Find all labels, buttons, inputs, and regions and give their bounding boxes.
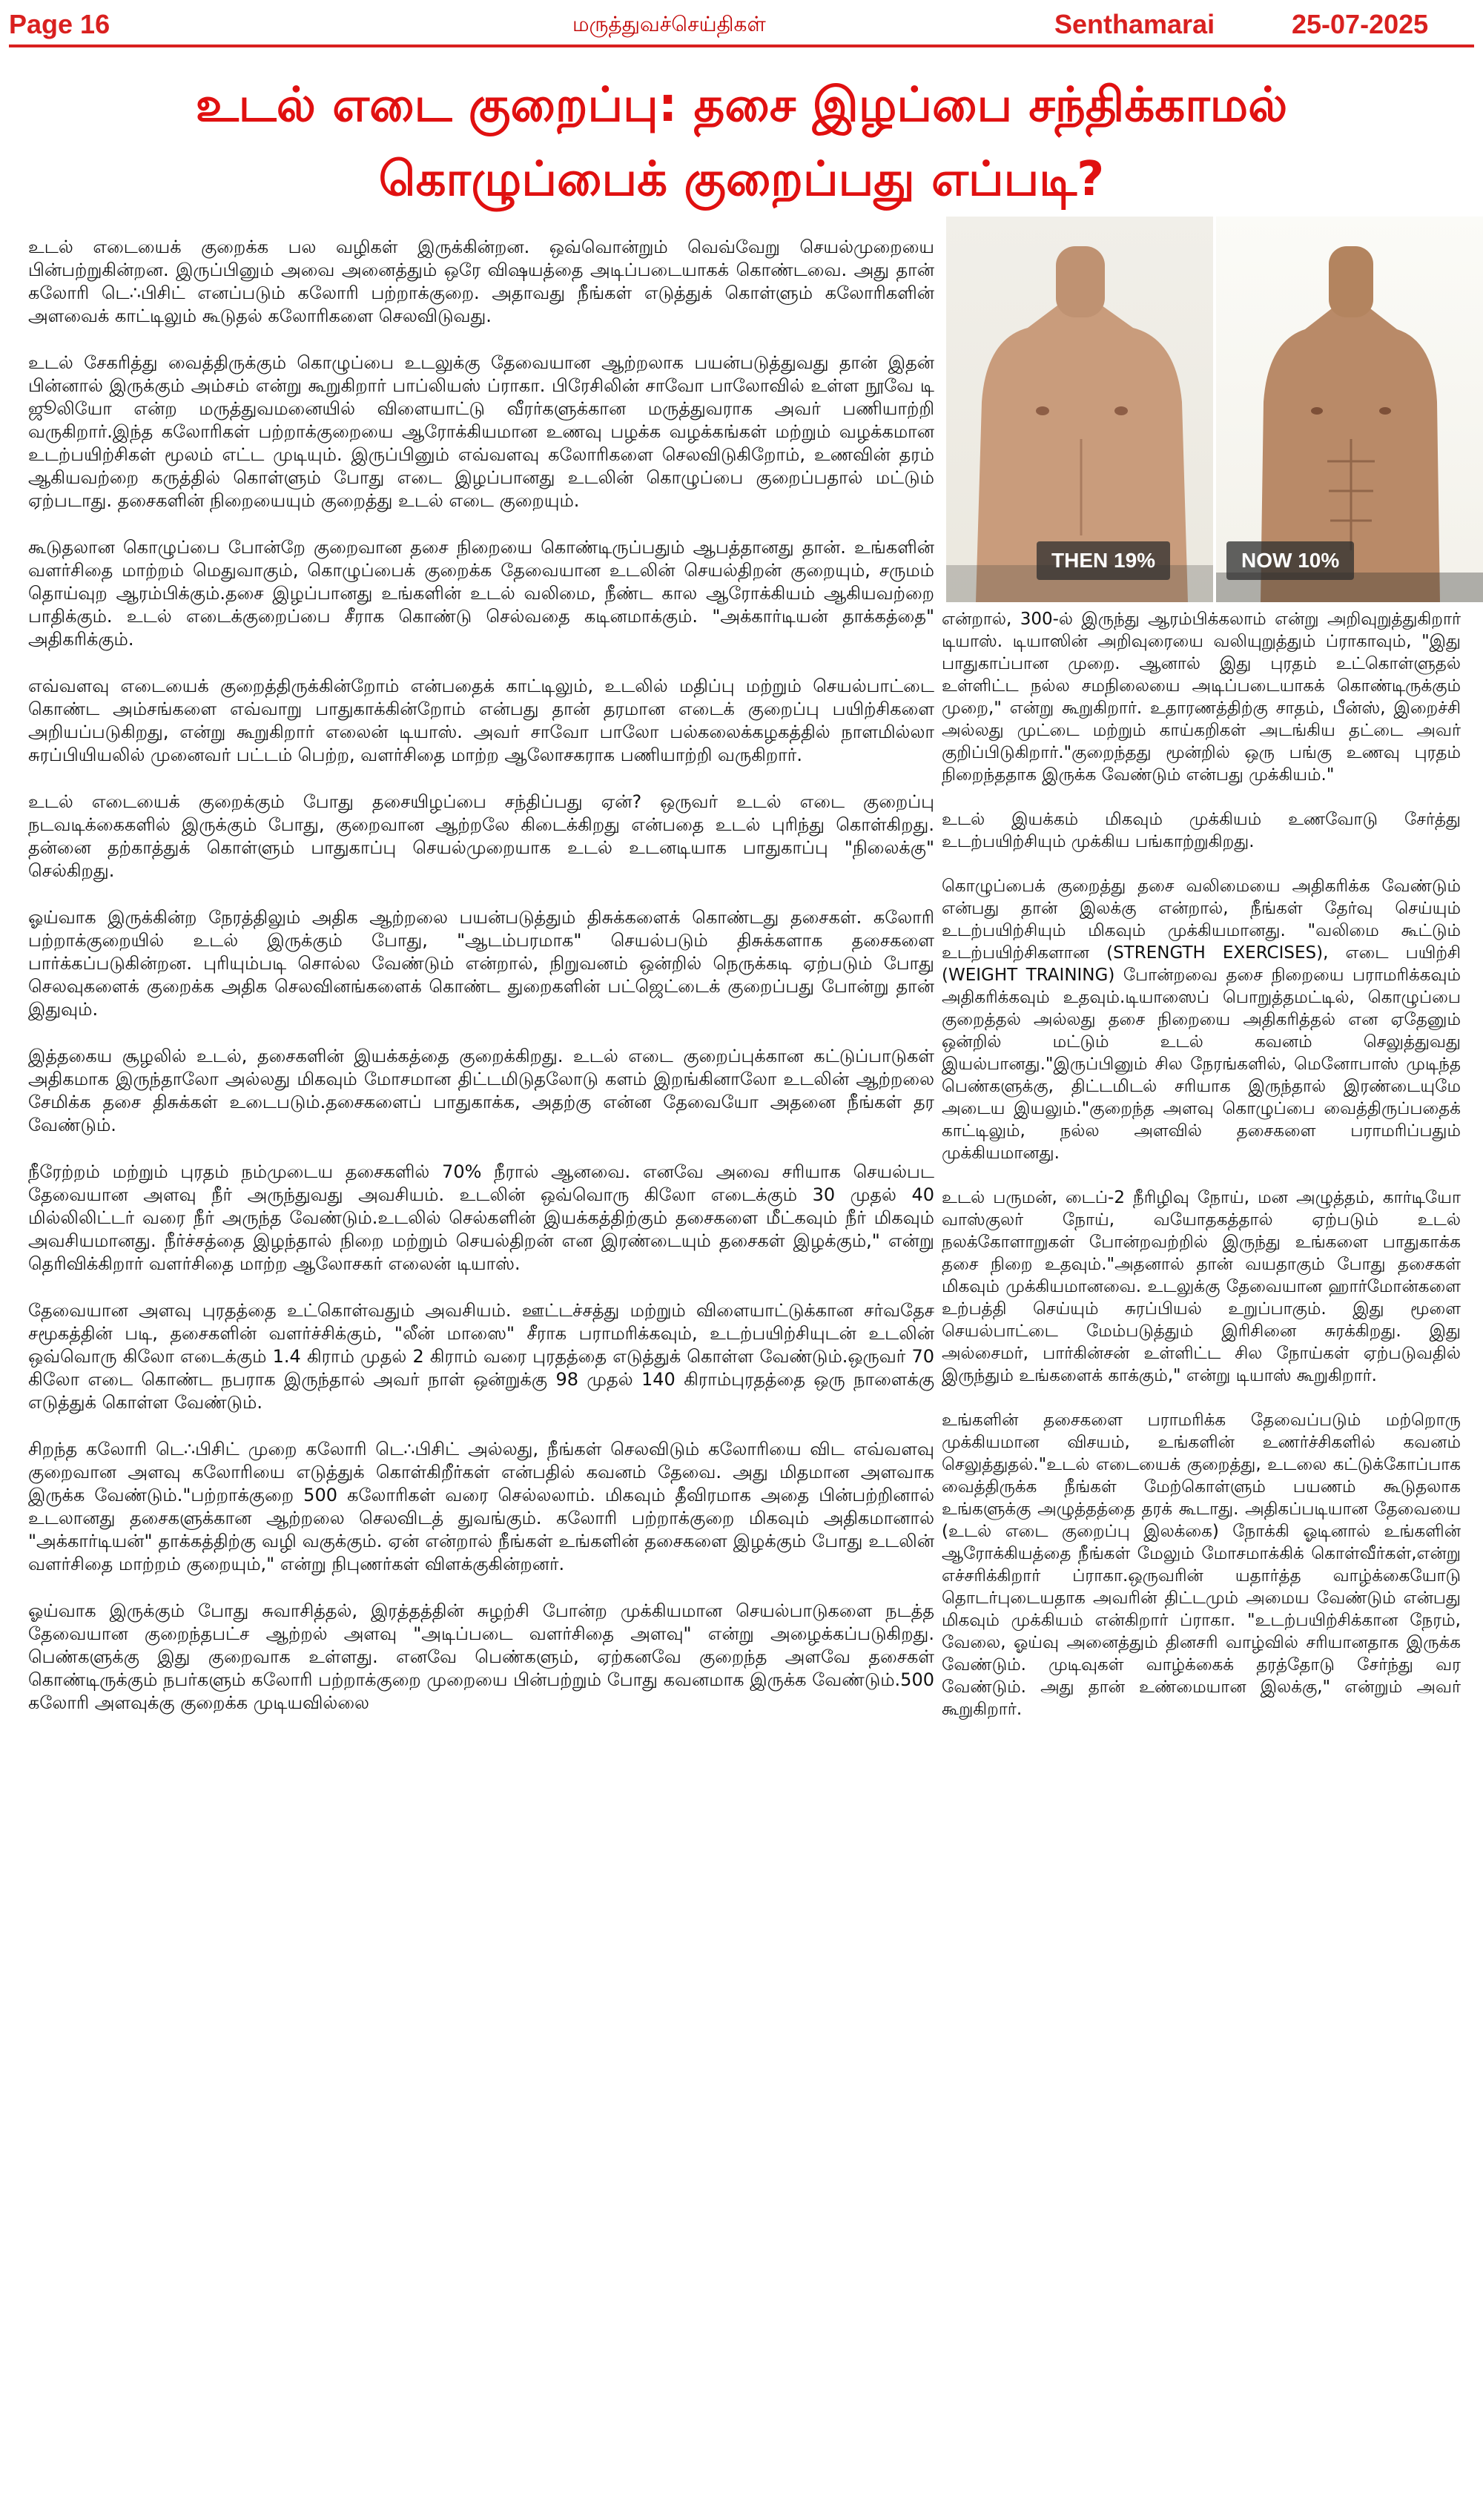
now-label: NOW 10% (1226, 541, 1354, 580)
article-paragraph: ஓய்வாக இருக்கின்ற நேரத்திலும் அதிக ஆற்றலை பயன்படுத்தும் திசுக்களைக் கொண்டது தசைகள். கலோரி பற்றாக்குறையில் உடல் இருக்கும் போது, "ஆடம்பரமாக" செயல்படும் திசுக்களாக தசைகளை பார்க்கப்படுகின்றன. புரியும்படி சொல்ல வேண்டும் என்றால், நிறுவனம் ஒன்றில் நெருக்கடி ஏற்படும் போது செலவுகளைக் குறைக்க அதிக செலவினங்களைக் கொண்ட துறைகளின் பட்ஜெட்டைக் குறைப்பது போன்று தான் இதுவும். (28, 907, 934, 1020)
article-paragraph: எவ்வளவு எடையைக் குறைத்திருக்கின்றோம் என்பதைக் காட்டிலும், உடலில் மதிப்பு மற்றும் செயல்பாட்டை கொண்ட அம்சங்களை எவ்வாறு பாதுகாக்கின்றோம் என்பது தான் தரமான எடைக் குறைப்பு பயிற்சிகளை அறியப்படுகிறது, என்று கூறுகிறார் எலைன் டியாஸ். அவர் சாவோ பாலோ பல்கலைக்கழகத்தில் நாளமில்லா சுரப்பியியலில் முனைவர் பட்டம் பெற்ற, வளர்சிதை மாற்ற ஆலோசகராக பணியாற்றி வருகிறார். (28, 676, 934, 765)
article-paragraph: உடல் சேகரித்து வைத்திருக்கும் கொழுப்பை உடலுக்கு தேவையான ஆற்றலாக பயன்படுத்துவது தான் இதன் பின்னால் இருக்கும் அம்சம் என்று கூறுகிறார் பாப்லியஸ் ப்ராகா. பிரேசிலின் சாவோ பாலோவில் உள்ள நூவே டி ஜூலியோ என்ற மருத்துவமனையில் விளையாட்டு வீரர்களுக்கான மருத்துவராக அவர் பணியாற்றி வருகிறார்.இந்த கலோரிகள் பற்றாக்குறையை ஆரோக்கியமான உணவு பழக்க வழக்கங்கள் மற்றும் வழக்கமான உடற்பயிற்சிகள் மூலம் எட்ட முடியும். இருப்பினும் எவ்வளவு கலோரிகளை செலவிடுகிறோம், உணவின் தரம் ஆகியவற்றை கருத்தில் கொள்ளும் போது எடை இழப்பானது உடலின் கொழுப்பை குறைப்பதால் மட்டும் ஏற்படாது. தசைகளின் நிறையையும் குறைத்து உடல் எடை குறையும். (28, 352, 934, 511)
article-paragraph: ஓய்வாக இருக்கும் போது சுவாசித்தல், இரத்தத்தின் சுழற்சி போன்ற முக்கியமான செயல்பாடுகளை நடத்த தேவையான குறைந்தபட்ச ஆற்றல் அளவு "அடிப்படை வளர்சிதை அளவு" என்று அழைக்கப்படுகிறது. பெண்களுக்கு இது குறைவாக உள்ளது. எனவே பெண்களும், ஏற்கனவே குறைந்த அளவே தசைகள் கொண்டிருக்கும் நபர்களும் கலோரி பற்றாக்குறை முறையை பின்பற்றும் போது கவனமாக இருக்க வேண்டும்.500 கலோரி அளவுக்கு குறைக்க முடியவில்லை (28, 1600, 934, 1713)
newspaper-name: Senthamarai (1054, 9, 1215, 39)
article-paragraph: உடல் எடையைக் குறைக்க பல வழிகள் இருக்கின்றன. ஒவ்வொன்றும் வெவ்வேறு செயல்முறையை பின்பற்றுகின்றன. இருப்பினும் அவை அனைத்தும் ஒரே விஷயத்தை அடிப்படையாகக் கொண்டவை. அது தான் கலோரி டெ∴பிசிட் எனப்படும் கலோரி பற்றாக்குறை. அதாவது நீங்கள் எடுத்துக் கொள்ளும் கலோரிகளின் அளவைக் காட்டிலும் கூடுதல் கலோரிகளை செலவிடுவது. (28, 237, 934, 326)
issue-date: 25-07-2025 (1292, 9, 1429, 39)
article-paragraph: நீரேற்றம் மற்றும் புரதம் நம்முடைய தசைகளில் 70% நீரால் ஆனவை. எனவே அவை சரியாக செயல்பட தேவையான அளவு நீர் அருந்துவது அவசியம். உடலின் ஒவ்வொரு கிலோ எடைக்கும் 30 முதல் 40 மில்லிலிட்டர் வரை நீர் அருந்த வேண்டும்.உடலில் செல்களின் இயக்கத்திற்கும் தசைகளை மீட்கவும் நீர் மிகவும் அவசியமானது. நீர்ச்சத்தை இழந்தால் நிறை மற்றும் செயல்திறன் என இரண்டையும் தசைகள் இழக்கும்," என்று தெரிவிக்கிறார் வளர்சிதை மாற்ற ஆலோசகர் எலைன் டியாஸ். (28, 1161, 934, 1274)
article-paragraph: உடல் பருமன், டைப்-2 நீரிழிவு நோய், மன அழுத்தம், கார்டியோ வாஸ்குலர் நோய், வயோதகத்தால் ஏற்படும் உடல் நலக்கோளாறுகள் போன்றவற்றில் இருந்து உங்களை பாதுகாக்க தசை நிறை உதவும்."அதனால் தான் வயதாகும் போது தசைகள் மிகவும் முக்கியமானவை. உடலுக்கு தேவையான ஹார்மோன்களை உற்பத்தி செய்யும் சுரப்பியல் உறுப்பாகும். இது மூளை செயல்பாட்டை மேம்படுத்தும் இரிசினை சுரக்கிறது. இது அல்சைமர், பார்கின்சன் உள்ளிட்ட சில நோய்கள் ஏற்படுவதில் இருந்தும் உங்களைக் காக்கும்," என்று டியாஸ் கூறுகிறார். (942, 1188, 1461, 1385)
page-number: Page 16 (9, 9, 110, 39)
article-paragraph: உங்களின் தசைகளை பராமரிக்க தேவைப்படும் மற்றொரு முக்கியமான விசயம், உங்களின் உணர்ச்சிகளில் கவனம் செலுத்துதல்."உடல் எடையைக் குறைத்து, உடலை கட்டுக்கோப்பாக வைத்திருக்க நீங்கள் மேற்கொள்ளும் பயணம் கூடுதலாக உங்களுக்கு அழுத்தத்தை தரக் கூடாது. அதிகப்படியான தேவையை (உடல் எடை குறைப்பு இலக்கை) நோக்கி ஓடினால் உங்களின் ஆரோக்கியத்தை நீங்கள் மேலும் மோசமாக்கிக் கொள்வீர்கள்,என்று எச்சரிக்கிறார் ப்ராகா.ஒருவரின் யதார்த்த வாழ்க்கையோடு தொடர்புடையதாக அவரின் திட்டமும் அமைய வேண்டும் என்பது மிகவும் முக்கியம் என்கிறார் ப்ராகா. "உடற்பயிற்சிக்கான நேரம், வேலை, ஓய்வு அனைத்தும் தினசரி வாழ்வில் சரியானதாக இருக்க வேண்டும். முடிவுகள் வாழ்க்கைக் தரத்தோடு சேர்ந்து வர வேண்டும். அது தான் உண்மையான இலக்கு," என்றும் அவர் கூறுகிறார். (942, 1411, 1461, 1719)
article-right-column (942, 608, 1461, 2507)
article-paragraph: தேவையான அளவு புரதத்தை உட்கொள்வதும் அவசியம். ஊட்டச்சத்து மற்றும் விளையாட்டுக்கான சர்வதேச சமூகத்தின் படி, தசைகளின் வளர்ச்சிக்கும், "லீன் மாஸை" சீராக பராமரிக்கவும், உடற்பயிற்சியுடன் உடலின் ஒவ்வொரு கிலோ எடைக்கும் 1.4 கிராம் முதல் 2 கிராம் வரை புரதத்தை எடுத்துக் கொள்ள வேண்டும்.ஒருவர் 70 கிலோ எடை கொண்ட நபராக இருந்தால் அவர் நாள் ஒன்றுக்கு 98 முதல் 140 கிராம்புரதத்தை ஒரு நாளைக்கு எடுத்துக் கொள்ள வேண்டும். (28, 1300, 934, 1413)
header-divider (9, 44, 1474, 47)
article-paragraph: கொழுப்பைக் குறைத்து தசை வலிமையை அதிகரிக்க வேண்டும் என்பது தான் இலக்கு என்றால், நீங்கள் தேர்வு செய்யும் உடற்பயிற்சியும் மிகவும் முக்கியமானது. "வலிமை கூட்டும் உடற்பயிற்சிகளான (STRENGTH EXERCISES), எடை பயிற்சி (WEIGHT TRAINING) போன்றவை தசை நிறையை பராமரிக்கவும் அதிகரிக்கவும் உதவும்.டியாஸைப் பொறுத்தமட்டில், கொழுப்பை குறைத்தல் அல்லது தசை நிறையை அதிகரித்தல் என ஏதேனும் ஒன்றில் மட்டும் உடல் கவனம் செலுத்துவது இயல்பானது."இருப்பினும் சில நேரங்களில், மெனோபாஸ் முடிந்த பெண்களுக்கு, திட்டமிடல் சரியாக இருந்தால் இரண்டையுமே அடைய இயலும்."குறைந்த அளவு கொழுப்பை வைத்திருப்பதைக் காட்டிலும், நல்ல அளவில் தசைகளை பராமரிப்பதும் முக்கியமானது. (942, 877, 1461, 1163)
headline (0, 68, 1483, 217)
article-paragraph: சிறந்த கலோரி டெ∴பிசிட் முறை கலோரி டெ∴பிசிட் அல்லது, நீங்கள் செலவிடும் கலோரியை விட எவ்வளவு குறைவான அளவு கலோரியை எடுத்துக் கொள்கிறீர்கள் என்பதில் கவனம் தேவை. அது மிதமான அளவாக இருக்க வேண்டும்."பற்றாக்குறை 500 கலோரிகள் வரை செல்லலாம். மிகவும் தீவிரமாக அதை பின்பற்றினால் உடலானது தசைகளுக்கான ஆற்றலை செலவிடத் துவங்கும். கலோரி பற்றாக்குறை மிகவும் அதிகமானால் "அக்கார்டியன்" தாக்கத்திற்கு வழி வகுக்கும். ஏன் என்றால் நீங்கள் உங்களின் தசைகளை இழக்கும் போது உடலின் வளர்சிதை மாற்றம் குறையும்," என்று நிபுணர்கள் விளக்குகின்றனர். (28, 1439, 934, 1574)
before-after-photo (946, 217, 1483, 602)
article-paragraph: உடல் இயக்கம் மிகவும் முக்கியம் உணவோடு சேர்த்து உடற்பயிற்சியும் முக்கிய பங்காற்றுகிறது. (942, 810, 1461, 851)
headline-line-1: உடல் எடை குறைப்பு: தசை இழப்பை சந்திக்காமல் (195, 78, 1288, 133)
section-name: மருத்துவச்செய்திகள் (572, 12, 766, 36)
article-left-column (28, 236, 934, 2505)
article-paragraph: உடல் எடையைக் குறைக்கும் போது தசையிழப்பை சந்திப்பது ஏன்? ஒருவர் உடல் எடை குறைப்பு நடவடிக்கைகளில் இருக்கும் போது, குறைவான ஆற்றலே கிடைக்கிறது என்பதை உடல் புரிந்து கொள்கிறது. தன்னை தற்காத்துக் கொள்ளும் பாதுகாப்பு செயல்முறையாக உடல் உடனடியாக பாதுகாப்பு "நிலைக்கு" செல்கிறது. (28, 791, 934, 881)
headline-line-2: கொழுப்பைக் குறைப்பது எப்படி? (378, 152, 1105, 207)
article-paragraph: கூடுதலான கொழுப்பை போன்றே குறைவான தசை நிறையை கொண்டிருப்பதும் ஆபத்தானது தான். உங்களின் வளர்சிதை மாற்றம் மெதுவாகும், கொழுப்பைக் குறைக்க தேவையான உடலின் செயல்திறன் குறையும், சருமம் தொய்வுற ஆரம்பிக்கும்.தசை இழப்பானது உங்களின் உடல் வலிமை, நீண்ட கால ஆரோக்கியம் ஆகியவற்றை பாதிக்கும். உடல் எடைக்குறைப்பை சீராக கொண்டு செல்வதை கடினமாக்கும். "அக்கார்டியன் தாக்கத்தை" அதிகரிக்கும். (28, 537, 934, 650)
article-paragraph: இத்தகைய சூழலில் உடல், தசைகளின் இயக்கத்தை குறைக்கிறது. உடல் எடை குறைப்புக்கான கட்டுப்பாடுகள் அதிகமாக இருந்தாலோ அல்லது மிகவும் மோசமான திட்டமிடுதலோடு களம் இறங்கினாலோ உடலின் ஆற்றலை சேமிக்க தசை திசுக்கள் உடைபடும்.தசைகளைப் பாதுகாக்க, அதற்கு என்ன தேவையோ அதனை நீங்கள் தர வேண்டும். (28, 1046, 934, 1135)
article-paragraph: என்றால், 300-ல் இருந்து ஆரம்பிக்கலாம் என்று அறிவுறுத்துகிறார் டியாஸ். டியாஸின் அறிவுரையை வலியுறுத்தும் ப்ராகாவும், "இது பாதுகாப்பான முறை. ஆனால் இது புரதம் உட்கொள்ளுதல் உள்ளிட்ட நல்ல சமநிலையை அடிப்படையாகக் கொண்டிருக்கும் முறை," என்று கூறுகிறார். உதாரணத்திற்கு சாதம், பீன்ஸ், இறைச்சி அல்லது முட்டை மற்றும் காய்கறிகள் அடங்கிய தட்டை அவர் குறிப்பிடுகிறார்."குறைந்தது மூன்றில் ஒரு பங்கு உணவு புரதம் நிறைந்ததாக இருக்க வேண்டும் என்பது முக்கியம்." (942, 610, 1461, 785)
then-label: THEN 19% (1037, 541, 1170, 580)
